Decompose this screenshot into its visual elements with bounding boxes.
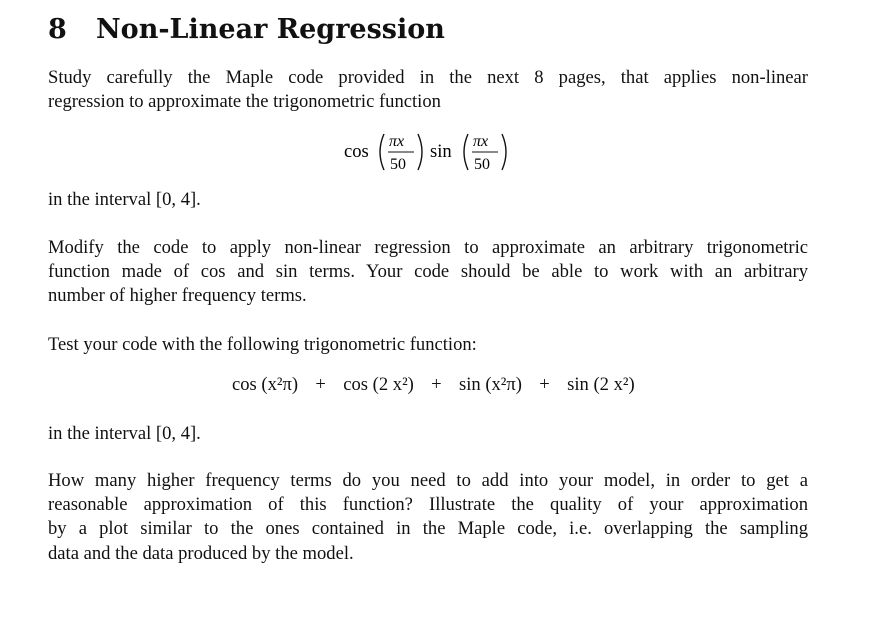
modify-line-2: function made of cos and sin terms. Your code should be able to work with an arbitrary bbox=[48, 261, 808, 283]
modify-paragraph bbox=[48, 236, 808, 309]
eq2-plus-3: + bbox=[539, 374, 550, 395]
interval-text-1: in the interval [0, 4]. bbox=[48, 189, 201, 210]
eq2-term-1: cos (x²π) bbox=[232, 374, 299, 395]
eq1-numerator-2: πx bbox=[473, 133, 489, 150]
eq1-paren-right-2 bbox=[502, 134, 506, 170]
modify-line-3: number of higher frequency terms. bbox=[48, 285, 307, 307]
modify-line-1: Modify the code to apply non-linear regression to approximate an arbitrary trigonometric bbox=[48, 237, 808, 258]
equation-1 bbox=[340, 124, 530, 186]
eq1-sin: sin bbox=[430, 141, 452, 162]
eq2-term-2: cos (2 x²) bbox=[343, 374, 414, 395]
test-paragraph bbox=[48, 333, 808, 357]
section-number: 8 bbox=[48, 14, 67, 45]
intro-paragraph bbox=[48, 66, 808, 114]
eq2-term-3: sin (x²π) bbox=[458, 374, 522, 395]
eq2-plus-2: + bbox=[431, 374, 442, 395]
interval-text-2: in the interval [0, 4]. bbox=[48, 423, 201, 444]
question-line-3: by a plot similar to the ones contained in the Maple code, i.e. overlapping the sampling bbox=[48, 518, 808, 540]
eq1-numerator-1: πx bbox=[389, 133, 405, 150]
section-title: Non-Linear Regression bbox=[96, 14, 445, 45]
interval-paragraph-2 bbox=[48, 422, 808, 446]
section-heading bbox=[48, 12, 445, 48]
equation-1-svg bbox=[340, 124, 530, 180]
question-line-1: How many higher frequency terms do you need to add into your model, in order to get a bbox=[48, 470, 808, 491]
eq1-paren-right-1 bbox=[418, 134, 422, 170]
intro-line-1: Study carefully the Maple code provided in the next 8 pages, that applies non-linear bbox=[48, 67, 808, 88]
equation-2 bbox=[232, 374, 635, 396]
eq2-term-4: sin (2 x²) bbox=[567, 374, 635, 395]
question-paragraph bbox=[48, 469, 808, 566]
eq1-cos: cos bbox=[344, 141, 369, 162]
eq2-plus-1: + bbox=[315, 374, 326, 395]
test-text: Test your code with the following trigonometric function: bbox=[48, 334, 477, 355]
interval-paragraph-1 bbox=[48, 188, 808, 212]
eq1-denominator-1: 50 bbox=[390, 156, 406, 173]
eq1-denominator-2: 50 bbox=[474, 156, 490, 173]
intro-line-2: regression to approximate the trigonometric function bbox=[48, 91, 441, 113]
eq1-paren-left-2 bbox=[464, 134, 468, 170]
question-line-4: data and the data produced by the model. bbox=[48, 542, 354, 564]
eq1-paren-left-1 bbox=[380, 134, 384, 170]
question-line-2: reasonable approximation of this function? Illustrate the quality of your approximation bbox=[48, 494, 808, 516]
